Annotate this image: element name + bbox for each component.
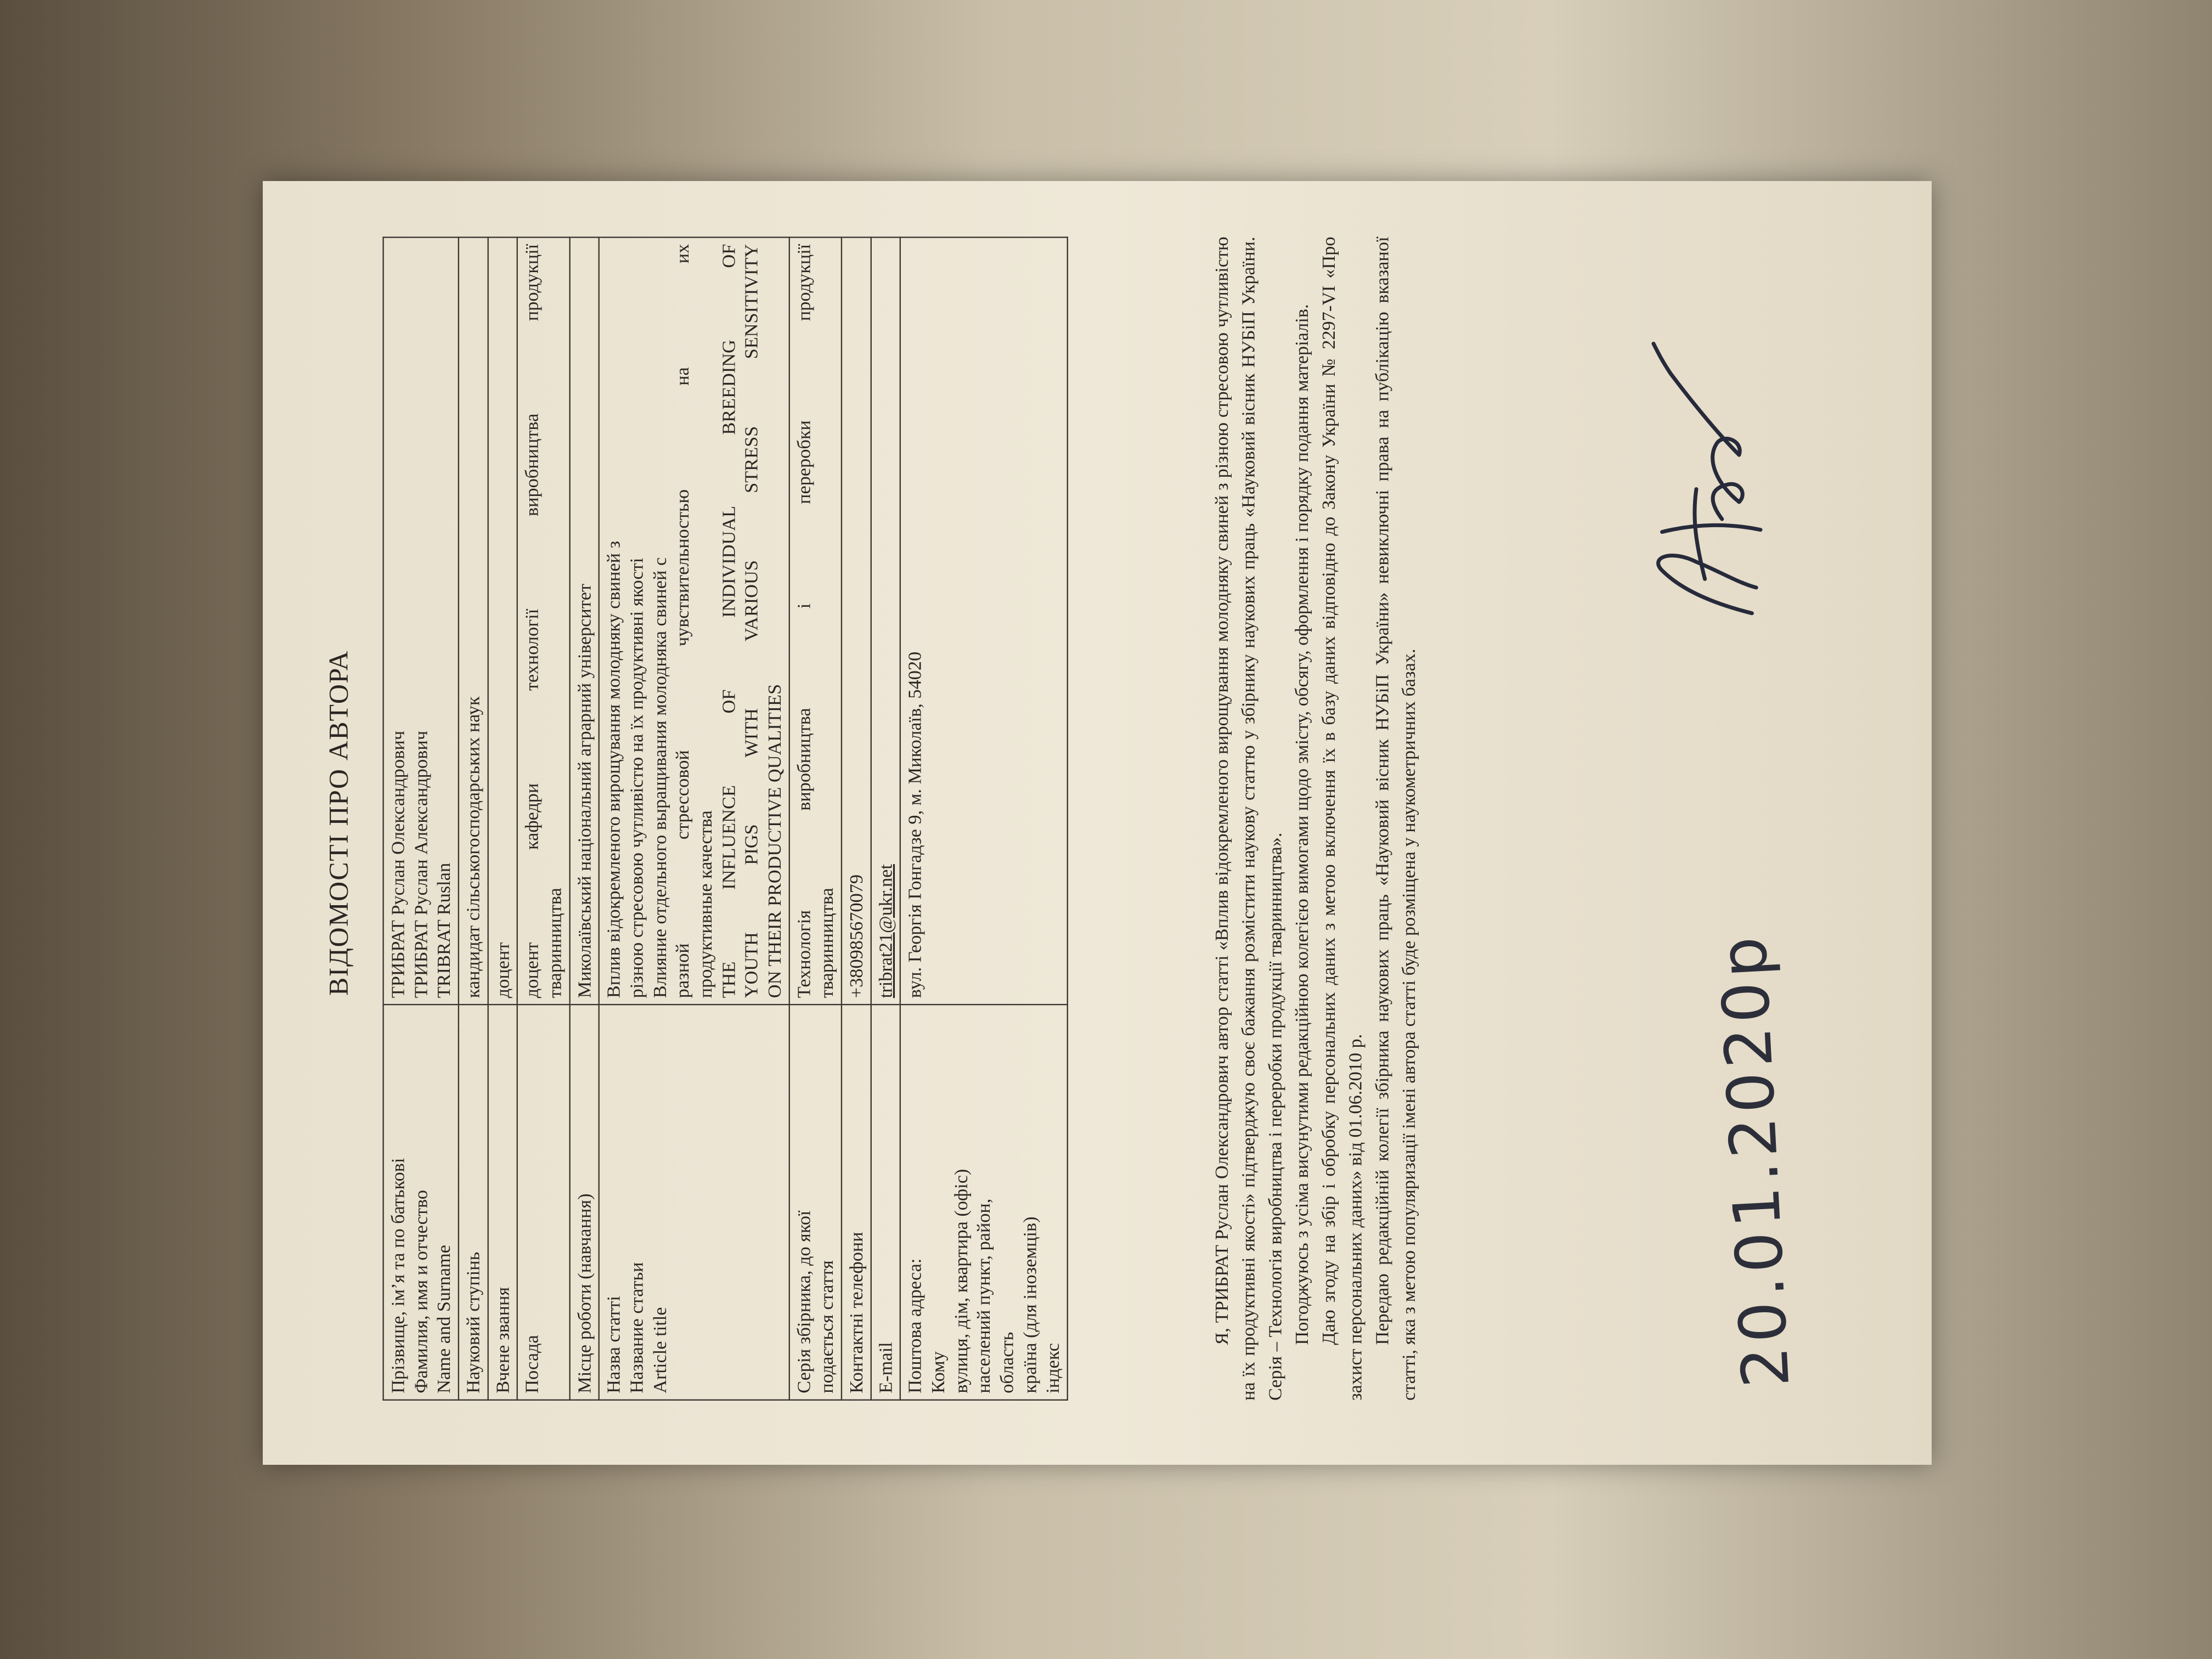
author-signature <box>1611 331 1782 630</box>
field-value-line: YOUTH PIGS WITH VARIOUS STRESS SENSITIVITY <box>741 244 762 998</box>
info-row <box>789 238 842 1400</box>
info-row <box>517 238 569 1400</box>
declaration-paragraph: Даю згоду на збір і обробку персональних даних з метою включення їх в базу даних відповідно до Закону України № 2297-VI «Про захист персональних даних» від 01.06.2010 р. <box>1318 236 1366 1401</box>
field-label-line: населений пункт, район, <box>973 1198 995 1393</box>
field-value-line: THE INFLUENCE OF INDIVIDUAL BREEDING OF <box>718 244 739 998</box>
field-value-line: різною стресовою чутливістю на їх продуктивні якості <box>626 557 647 998</box>
info-row <box>871 238 901 1400</box>
field-label <box>789 1005 842 1400</box>
info-row <box>383 238 459 1400</box>
field-label-line: Название статьи <box>626 1262 647 1393</box>
field-label-line: Посада <box>521 1335 543 1393</box>
field-value-line: ON THEIR PRODUCTIVE QUALITIES <box>764 684 785 998</box>
field-value-line: доцент кафедри технології виробництва продукції <box>521 244 543 998</box>
field-label <box>488 1005 517 1400</box>
author-info-table <box>382 236 1068 1401</box>
declaration-paragraph: Передаю редакційній колегії збірника наукових праць «Науковий вісник НУБіП України» невиключні права на публікацію вказаної статті, яка з метою популяризації імені автора статті буде розміщена у наукометричних базах. <box>1371 236 1419 1401</box>
field-label-line: Місце роботи (навчання) <box>573 1193 595 1393</box>
field-value-line: вул. Георгія Гонгадзе 9, м. Миколаїв, 54020 <box>904 651 926 998</box>
declaration-text <box>1209 236 1423 1401</box>
field-label-line: область <box>996 1331 1018 1393</box>
field-value-line: Миколаївський національний аграрний університет <box>573 584 595 998</box>
field-label-line: Name and Surname <box>433 1245 454 1393</box>
field-label-line: Серія збірника, до якої <box>793 1210 815 1393</box>
field-value-line: кандидат сільськогосподарських наук <box>462 696 484 998</box>
field-value <box>900 238 1068 1005</box>
field-label-line: країна (для іноземців) <box>1019 1216 1041 1393</box>
field-value-line: TRIBRAT Ruslan <box>433 862 454 998</box>
info-row <box>842 238 871 1400</box>
info-row <box>599 238 789 1400</box>
field-value-line: +380985670079 <box>845 874 867 998</box>
declaration-paragraph: Я, ТРИБРАТ Руслан Олександрович автор статті «Вплив відокремленого вирощування молодняку свиней з різною стресовою чутливістю на їх продуктивні якості» підтверджую своє бажання розмістити наукову статтю у збірнику наукових праць «Науковий вісник НУБіП України. Серія – Технологія виробництва і переробки продукції тваринництва». <box>1211 236 1286 1401</box>
info-row <box>900 238 1068 1400</box>
field-label <box>383 1005 459 1400</box>
field-label <box>900 1005 1068 1400</box>
handwritten-date: 20.01.2020р <box>1706 930 1804 1390</box>
field-value-line: продуктивные качества <box>695 810 716 998</box>
info-row <box>459 238 488 1400</box>
document-page <box>263 181 1932 1465</box>
email-link: tribrat21@ukr.net <box>874 864 896 998</box>
field-value <box>871 238 901 1005</box>
field-label-line: Фамилия, имя и отчество <box>410 1190 432 1393</box>
field-label-line: Контактні телефони <box>845 1232 867 1393</box>
field-label <box>599 1005 789 1400</box>
declaration-paragraph: Погоджуюсь з усіма висунутими редакційною колегією вимогами щодо змісту, обсягу, оформлення і порядку подання матеріалів. <box>1291 304 1312 1345</box>
field-label-line: Поштова адреса: <box>904 1258 926 1393</box>
field-value-line: Вплив відокремленого вирощування молодняку свиней з <box>603 540 624 998</box>
field-label-line: Вчене звання <box>492 1286 514 1393</box>
field-label-line: вулиця, дім, квартира (офіс) <box>950 1169 972 1393</box>
field-value-line: ТРИБРАТ Руслан Александрович <box>410 731 432 998</box>
field-label-line: подається стаття <box>816 1260 838 1393</box>
info-row <box>569 238 599 1400</box>
field-label <box>871 1005 901 1400</box>
field-value-line: тваринництва <box>816 888 838 998</box>
field-label-line: Назва статті <box>603 1296 624 1393</box>
field-label <box>517 1005 569 1400</box>
field-value <box>842 238 871 1005</box>
field-value <box>789 238 842 1005</box>
field-value <box>383 238 459 1005</box>
field-value-line: разной стрессовой чувствительностью на их <box>672 244 693 998</box>
field-value <box>569 238 599 1005</box>
field-value <box>459 238 488 1005</box>
field-value-line: ТРИБРАТ Руслан Олександрович <box>387 731 409 998</box>
field-label <box>459 1005 488 1400</box>
field-label-line: Article title <box>649 1307 670 1393</box>
field-label-line: Прізвище, ім’я та по батькові <box>387 1158 409 1393</box>
field-value-line: тваринництва <box>544 888 566 998</box>
document-title: ВІДОМОСТІ ПРО АВТОРА <box>323 650 354 996</box>
field-value-line: Технологія виробництва і переробки продукції <box>793 244 815 998</box>
field-label-line: Кому <box>927 1351 949 1393</box>
field-label-line: Науковий ступінь <box>462 1251 484 1393</box>
info-row <box>488 238 517 1400</box>
field-value-line: доцент <box>492 942 514 998</box>
field-value <box>488 238 517 1005</box>
field-value <box>599 238 789 1005</box>
field-label <box>842 1005 871 1400</box>
field-value-line: Влияние отдельного выращивания молодняка свиней с <box>649 557 670 998</box>
field-value <box>517 238 569 1005</box>
field-label-line: індекс <box>1042 1343 1063 1393</box>
field-label <box>569 1005 599 1400</box>
field-label-line: E-mail <box>874 1342 896 1393</box>
